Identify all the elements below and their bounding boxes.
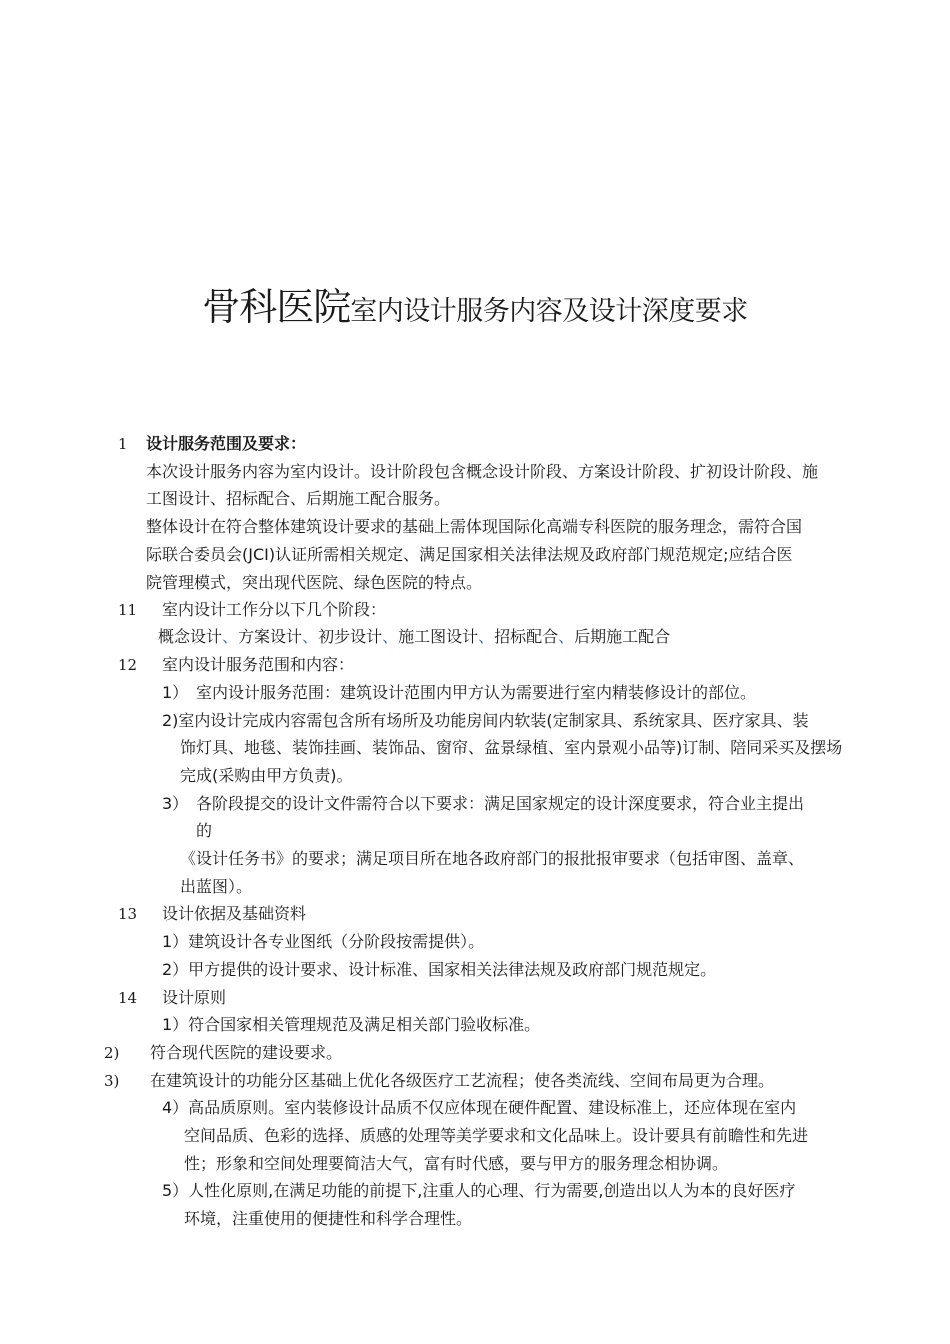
s12-item2-line2: 饰灯具、地毯、装饰挂画、装饰品、窗帘、盆景绿植、室内景观小品等)订制、陪同采买及摆场 [180, 738, 843, 757]
s12-item3-line1: 各阶段提交的设计文件需符合以下要求：满足国家规定的设计深度要求，符合业主提出 [196, 794, 805, 813]
stage-separator: 、 [222, 627, 239, 646]
s14-item1: 1）符合国家相关管理规范及满足相关部门验收标准。 [162, 1015, 541, 1034]
section-12-number: 12 [118, 656, 138, 674]
section-1-number: 1 [118, 435, 128, 453]
s14-item4-line3: 性；形象和空间处理要简洁大气，富有时代感，要与甲方的服务理念相协调。 [184, 1154, 729, 1173]
stage-separator: 、 [558, 627, 575, 646]
s12-item3-line3: 《设计任务书》的要求；满足项目所在地各政府部门的报批报审要求（包括审图、盖章、 [180, 849, 805, 868]
section-1-para2-line2: 际联合委员会(JCI)认证所需相关规定、满足国家相关法律法规及政府部门规范规定;应结合医 [146, 545, 793, 564]
stage-separator: 、 [478, 627, 495, 646]
section-14-heading: 设计原则 [162, 988, 227, 1007]
section-13-number: 13 [118, 905, 138, 923]
s12-item3-number: 3） [162, 794, 189, 813]
s14-item4-line2: 空间品质、色彩的选择、质感的处理等美学要求和文化品味上。设计要具有前瞻性和先进 [184, 1126, 809, 1145]
section-1-para2-line1: 整体设计在符合整体建筑设计要求的基础上需体现国际化高端专科医院的服务理念，需符合国 [146, 517, 803, 536]
section-12-heading: 室内设计服务范围和内容： [162, 655, 355, 674]
document-title [0, 276, 950, 331]
section-13-heading: 设计依据及基础资料 [162, 904, 307, 923]
s14-item5-line1: 5）人性化原则,在满足功能的前提下,注重人的心理、行为需要,创造出以人为本的良好医疗 [162, 1181, 796, 1200]
s14-item2-text: 符合现代医院的建设要求。 [150, 1043, 343, 1062]
s12-item2-line1: 2)室内设计完成内容需包含所有场所及功能房间内软装(定制家具、系统家具、医疗家具、装 [162, 711, 809, 730]
s13-item1: 1）建筑设计各专业图纸（分阶段按需提供）。 [162, 932, 485, 951]
stage-item: 概念设计 [158, 627, 223, 646]
section-1-heading: 设计服务范围及要求： [146, 434, 307, 453]
s14-item2-number: 2) [104, 1044, 120, 1062]
s14-item4-line1: 4）高品质原则。室内装修设计品质不仅应体现在硬件配置、建设标准上，还应体现在室内 [162, 1098, 797, 1117]
s12-item1-text: 室内设计服务范围：建筑设计范围内甲方认为需要进行室内精装修设计的部位。 [196, 683, 757, 702]
stage-item: 方案设计 [238, 627, 303, 646]
s14-item3-number: 3) [104, 1072, 120, 1090]
s14-item3-text: 在建筑设计的功能分区基础上优化各级医疗工艺流程；使各类流线、空间布局更为合理。 [150, 1071, 775, 1090]
s14-item5-line2: 环境，注重使用的便捷性和科学合理性。 [184, 1209, 473, 1228]
section-11-heading: 室内设计工作分以下几个阶段： [162, 600, 387, 619]
title-rest: 室内设计服务内容及设计深度要求 [350, 296, 748, 327]
section-1-para2-line3: 院管理模式，突出现代医院、绿色医院的特点。 [146, 573, 483, 592]
stage-item: 后期施工配合 [574, 627, 671, 646]
s12-item3-line4: 出蓝图）。 [180, 877, 253, 896]
stage-separator: 、 [302, 627, 319, 646]
section-14-number: 14 [118, 989, 138, 1007]
section-11-number: 11 [118, 601, 138, 619]
s12-item3-line2: 的 [196, 821, 213, 840]
title-emphasis: 骨科医院 [202, 285, 351, 329]
stage-item: 初步设计 [318, 627, 383, 646]
stage-list [158, 627, 670, 647]
section-1-para1-line2: 工图设计、招标配合、后期施工配合服务。 [146, 489, 451, 508]
s12-item1-number: 1） [162, 683, 189, 702]
stage-item: 招标配合 [494, 627, 559, 646]
s12-item2-line3: 完成(采购由甲方负责)。 [180, 766, 353, 785]
stage-separator: 、 [382, 627, 399, 646]
section-1-para1-line1: 本次设计服务内容为室内设计。设计阶段包含概念设计阶段、方案设计阶段、扩初设计阶段、施 [146, 462, 819, 481]
stage-item: 施工图设计 [398, 627, 479, 646]
s13-item2: 2）甲方提供的设计要求、设计标准、国家相关法律法规及政府部门规范规定。 [162, 960, 717, 979]
